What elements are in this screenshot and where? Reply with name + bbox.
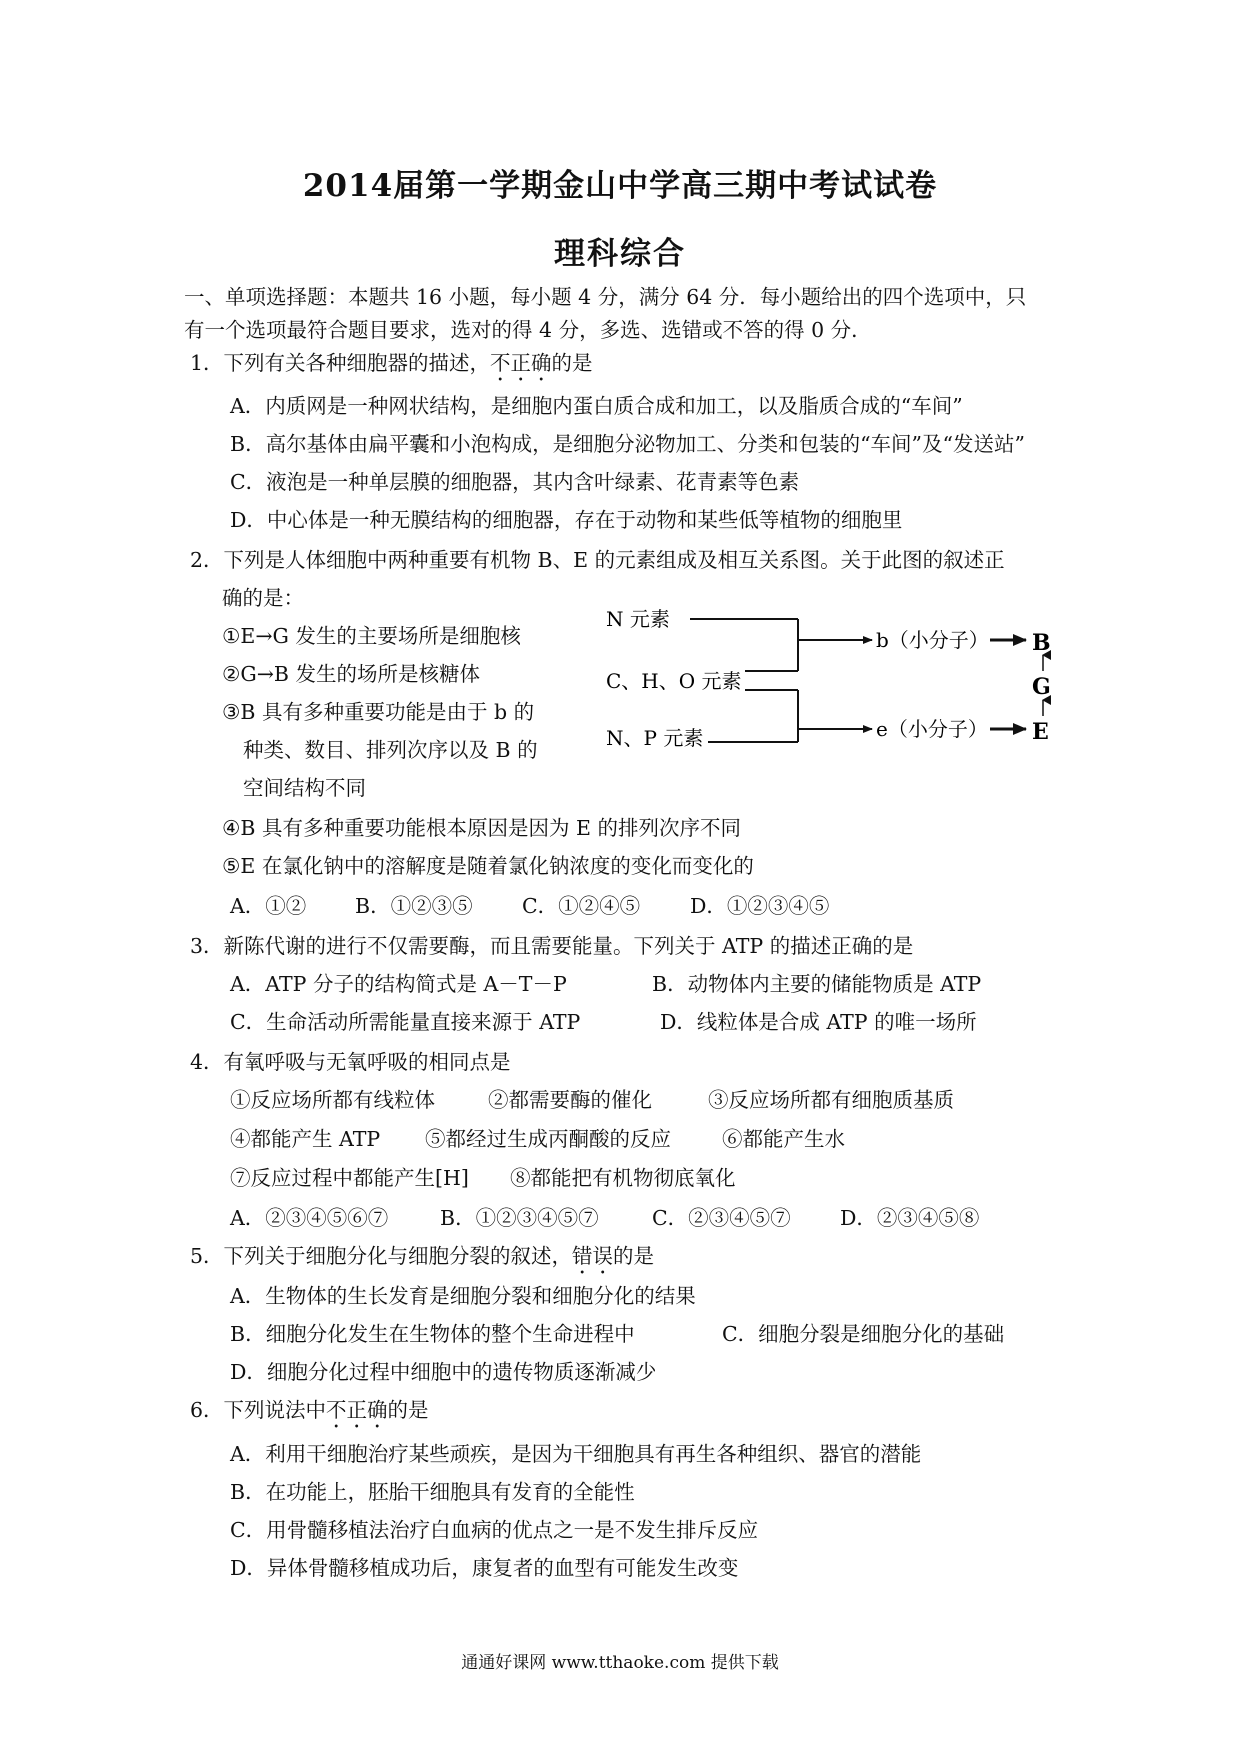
- cho-element-label: C、H、O 元素: [606, 669, 742, 693]
- e-small-molecule-label: e（小分子）: [876, 717, 988, 741]
- section-intro-line2: 有一个选项最符合题目要求，选对的得 4 分，多选、选错或不答的得 0 分．: [184, 318, 872, 342]
- question-6-stem: [190, 1396, 429, 1433]
- question-2-option-a: A．①②: [230, 894, 307, 918]
- b-small-molecule-label: b（小分子）: [876, 628, 989, 652]
- question-1-emphasis: 不正确: [490, 351, 552, 375]
- question-6-option-b: B．在功能上，胚胎干细胞具有发育的全能性: [230, 1480, 635, 1504]
- question-4-item-6: ⑥都能产生水: [722, 1127, 845, 1151]
- question-5-option-c: C．细胞分裂是细胞分化的基础: [722, 1322, 1005, 1346]
- question-6-option-a: A．利用干细胞治疗某些顽疾，是因为干细胞具有再生各种组织、器官的潜能: [230, 1442, 922, 1466]
- exam-title: 2014届第一学期金山中学高三期中考试试卷: [302, 168, 938, 204]
- page-footer: 通通好课网 www.tthaoke.com 提供下载: [461, 1653, 779, 1673]
- question-3-option-c: C．生命活动所需能量直接来源于 ATP: [230, 1010, 581, 1034]
- question-6-stem-text: 6．下列说法中: [190, 1398, 327, 1422]
- question-4-item-7: ⑦反应过程中都能产生[H]: [230, 1166, 469, 1190]
- question-2-statement-5: ⑤E 在氯化钠中的溶解度是随着氯化钠浓度的变化而变化的: [222, 854, 754, 878]
- question-4-item-2: ②都需要酶的催化: [488, 1088, 652, 1112]
- question-2-statement-2: ②G→B 发生的场所是核糖体: [222, 662, 481, 686]
- question-1-option-c: C．液泡是一种单层膜的细胞器，其内含叶绿素、花青素等色素: [230, 470, 800, 494]
- question-6-option-c: C．用骨髓移植法治疗白血病的优点之一是不发生排斥反应: [230, 1518, 759, 1542]
- question-4-item-3: ③反应场所都有细胞质基质: [708, 1088, 954, 1112]
- question-4-option-b: B．①②③④⑤⑦: [440, 1206, 599, 1230]
- question-3-option-a: A．ATP 分子的结构简式是 A－T－P: [230, 972, 567, 996]
- question-6-option-d: D．异体骨髓移植成功后，康复者的血型有可能发生改变: [230, 1556, 739, 1580]
- question-2-stem-line1: 2．下列是人体细胞中两种重要有机物 B、E 的元素组成及相互关系图。关于此图的叙述正: [190, 548, 1005, 572]
- question-4-option-a: A．②③④⑤⑥⑦: [230, 1206, 389, 1230]
- question-2-option-d: D．①②③④⑤: [690, 894, 830, 918]
- question-2-statement-3-cont2: 空间结构不同: [243, 776, 366, 800]
- question-2-statement-3: ③B 具有多种重要功能是由于 b 的: [222, 700, 535, 724]
- question-4-item-5: ⑤都经过生成丙酮酸的反应: [425, 1127, 671, 1151]
- question-1-option-a: A．内质网是一种网状结构，是细胞内蛋白质合成和加工，以及脂质合成的“车间”: [230, 394, 963, 418]
- question-4-item-1: ①反应场所都有线粒体: [230, 1088, 435, 1112]
- macromolecule-G: G: [1032, 674, 1051, 700]
- macromolecule-E: E: [1032, 719, 1049, 745]
- question-3-option-d: D．线粒体是合成 ATP 的唯一场所: [660, 1010, 977, 1034]
- question-4-option-c: C．②③④⑤⑦: [652, 1206, 791, 1230]
- exam-subtitle: 理科综合: [554, 236, 686, 272]
- question-2-statement-3-cont1: 种类、数目、排列次序以及 B 的: [243, 738, 538, 762]
- question-2-option-b: B．①②③⑤: [355, 894, 473, 918]
- question-4-stem: 4．有氧呼吸与无氧呼吸的相同点是: [190, 1050, 511, 1074]
- question-5-option-b: B．细胞分化发生在生物体的整个生命进程中: [230, 1322, 635, 1346]
- question-5-stem-text: 5．下列关于细胞分化与细胞分裂的叙述，: [190, 1244, 573, 1268]
- question-6-emphasis: 不正确: [326, 1398, 388, 1422]
- question-3-stem: 3．新陈代谢的进行不仅需要酶，而且需要能量。下列关于 ATP 的描述正确的是: [190, 934, 914, 958]
- question-1-stem-text: 1．下列有关各种细胞器的描述，: [190, 351, 491, 375]
- question-5-option-a: A．生物体的生长发育是细胞分裂和细胞分化的结果: [230, 1284, 696, 1308]
- question-5-option-d: D．细胞分化过程中细胞中的遗传物质逐渐减少: [230, 1360, 657, 1384]
- question-2-stem-line2: 确的是：: [222, 586, 304, 610]
- question-3-option-b: B．动物体内主要的储能物质是 ATP: [652, 972, 982, 996]
- question-1-option-d: D．中心体是一种无膜结构的细胞器，存在于动物和某些低等植物的细胞里: [230, 508, 903, 532]
- n-element-label: N 元素: [606, 607, 670, 631]
- question-5-emphasis: 错误: [572, 1244, 614, 1268]
- question-2-option-c: C．①②④⑤: [522, 894, 641, 918]
- question-4-item-8: ⑧都能把有机物彻底氧化: [510, 1166, 736, 1190]
- question-6-stem-end: 的是: [387, 1398, 429, 1422]
- question-2-statement-4: ④B 具有多种重要功能根本原因是因为 E 的排列次序不同: [222, 816, 741, 840]
- question-5-stem-end: 的是: [613, 1244, 655, 1268]
- question-5-stem: [190, 1242, 654, 1279]
- question-4-item-4: ④都能产生 ATP: [230, 1127, 381, 1151]
- question-1-option-b: B．高尔基体由扁平囊和小泡构成，是细胞分泌物加工、分类和包装的“车间”及“发送站”: [230, 432, 1025, 456]
- question-4-option-d: D．②③④⑤⑧: [840, 1206, 980, 1230]
- question-1-stem-end: 的是: [551, 351, 593, 375]
- macromolecule-B: B: [1032, 630, 1051, 656]
- question-2-statement-1: ①E→G 发生的主要场所是细胞核: [222, 624, 521, 648]
- np-element-label: N、P 元素: [606, 726, 704, 750]
- section-intro-line1: 一、单项选择题：本题共 16 小题，每小题 4 分，满分 64 分．每小题给出的四个选项中，只: [184, 285, 1027, 309]
